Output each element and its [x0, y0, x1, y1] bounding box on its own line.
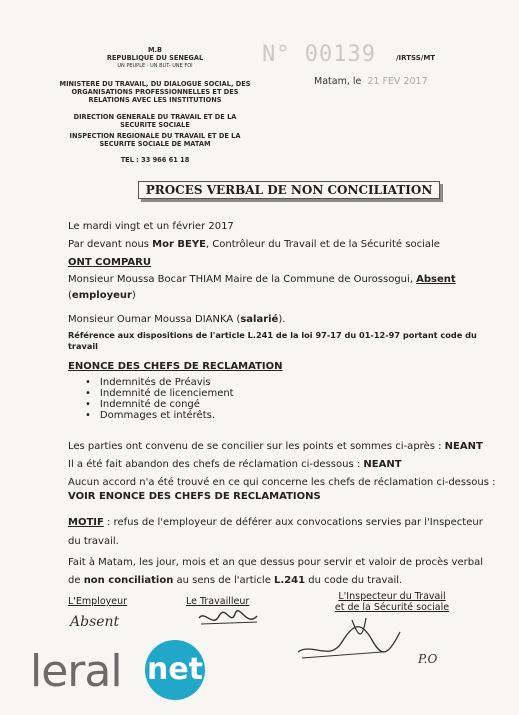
direction-line-1: DIRECTION GENERALE DU TRAVAIL ET DE LA: [73, 113, 237, 121]
header-ministry: [55, 80, 255, 104]
logo-text-left: leral: [30, 646, 122, 697]
motif-label: MOTIF: [68, 517, 104, 528]
closing2-suffix: du code du travail.: [305, 575, 403, 586]
inspector-po-note: P.O: [418, 652, 438, 666]
header-inspection: [55, 132, 255, 148]
employer-signature-label: L'Employeur: [68, 596, 128, 607]
motif-line: [68, 516, 483, 529]
date-line: [314, 76, 428, 87]
closing-line-2: [68, 574, 402, 587]
inspector-line-1: L'Inspecteur du Travail: [338, 591, 446, 602]
ministry-line-3: RELATIONS AVEC LES INSTITUTIONS: [88, 96, 222, 104]
closing2-prefix: de: [68, 575, 84, 586]
closing2-bold: non conciliation: [83, 575, 174, 586]
party1-line: [68, 273, 456, 286]
agreement1-value: NEANT: [444, 441, 483, 452]
worker-signature-label: Le Travailleur: [186, 596, 250, 607]
inspector-signature: [292, 612, 422, 672]
closing2-article: L.241: [274, 575, 306, 586]
reference-line-2: travail: [68, 341, 98, 351]
agreement-line-1: [68, 440, 483, 453]
ministry-line-2: ORGANISATIONS PROFESSIONNELLES ET DES: [71, 88, 239, 96]
inspector-line-2: et de la Sécurité sociale: [334, 602, 450, 613]
agreement3-value: VOIR ENONCE DES CHEFS DE RECLAMATIONS: [68, 491, 321, 502]
officer-title: , Contrôleur du Travail et de la Sécurité sociale: [205, 239, 440, 250]
list-item: • Indemnité de licenciement: [85, 388, 234, 399]
party1-role: employeur: [71, 290, 132, 301]
party2-text: Monsieur Oumar Moussa DIANKA (: [68, 314, 241, 325]
inspection-line-2: SECURITE SOCIALE DE MATAM: [99, 140, 211, 148]
party2-line: Monsieur Oumar Moussa DIANKA (salarié).: [68, 314, 286, 325]
agreement-line-3: Aucun accord n'a été trouvé en ce qui concerne les chefs de réclamation ci-dessous :: [68, 477, 496, 488]
intro-line: Le mardi vingt et un février 2017: [68, 221, 234, 232]
closing-line-1: Fait à Matam, les jour, mois et an que dessus pour servir et valoir de procès verbal: [68, 557, 483, 568]
worker-signature: [195, 606, 265, 636]
party1-role-line: (employeur): [68, 290, 136, 301]
direction-line-2: SECURITE SOCIALE: [120, 121, 190, 129]
ministry-line-1: MINISTERE DU TRAVAIL, DU DIALOGUE SOCIAL, DES: [59, 80, 251, 88]
party1-text: Monsieur Moussa Bocar THIAM Maire de la Commune de Ourossogui,: [68, 274, 417, 285]
date-label: Matam, le: [314, 76, 362, 87]
motif-line-2: du travail.: [68, 536, 119, 547]
party2-role: salarié: [240, 314, 279, 325]
party1-status: Absent: [416, 274, 456, 285]
inspection-line-1: INSPECTION REGIONALE DU TRAVAIL ET DE LA: [69, 132, 241, 140]
officer-name: Mor BEYE: [152, 239, 206, 250]
agreement2-text: Il a été fait abandon des chefs de réclamation ci-dessous :: [68, 459, 364, 470]
par-prefix: Par devant nous: [68, 239, 153, 250]
list-item: • Indemnités de Préavis: [85, 377, 234, 388]
agreement2-value: NEANT: [363, 459, 402, 470]
reference-suffix: /IRTSS/MT: [396, 54, 436, 62]
logo-text-right: net: [146, 652, 204, 687]
inspector-signature-label: [327, 591, 457, 613]
date-value: 21 FEV 2017: [367, 76, 428, 87]
header-republic: REPUBLIQUE DU SENEGAL: [106, 54, 204, 62]
ont-comparu-heading: ONT COMPARU: [68, 257, 151, 268]
claims-list: [85, 377, 234, 421]
list-item: • Dommages et intérêts.: [85, 410, 234, 421]
reference-text: [68, 330, 477, 352]
agreement-line-2: [68, 458, 402, 471]
list-item: • Indemnité de congé: [85, 399, 234, 410]
document-title: PROCES VERBAL DE NON CONCILIATION: [138, 181, 440, 199]
employer-handwritten-note: Absent: [70, 614, 120, 630]
header-mb: M.B: [147, 46, 163, 54]
header-block: [55, 46, 255, 70]
header-direction: [55, 113, 255, 129]
claims-heading: ENONCE DES CHEFS DE RECLAMATION: [68, 361, 283, 372]
agreement1-text: Les parties ont convenu de se concilier sur les points et sommes ci-après :: [68, 441, 445, 452]
closing2-mid: au sens de l'article: [173, 575, 275, 586]
header-tel: TEL : 33 966 61 18: [120, 156, 190, 164]
header-motto: UN PEUPLE - UN BUT- UNE FOI: [117, 63, 193, 69]
officer-line: [68, 238, 440, 251]
reference-line-1: Référence aux dispositions de l'article L.241 de la loi 97-17 du 01-12-97 portant code du: [68, 330, 477, 340]
motif-text: : refus de l'employeur de déférer aux convocations servies par l'Inspecteur: [103, 517, 483, 528]
reference-number-stamp: N° 00139: [262, 42, 376, 67]
